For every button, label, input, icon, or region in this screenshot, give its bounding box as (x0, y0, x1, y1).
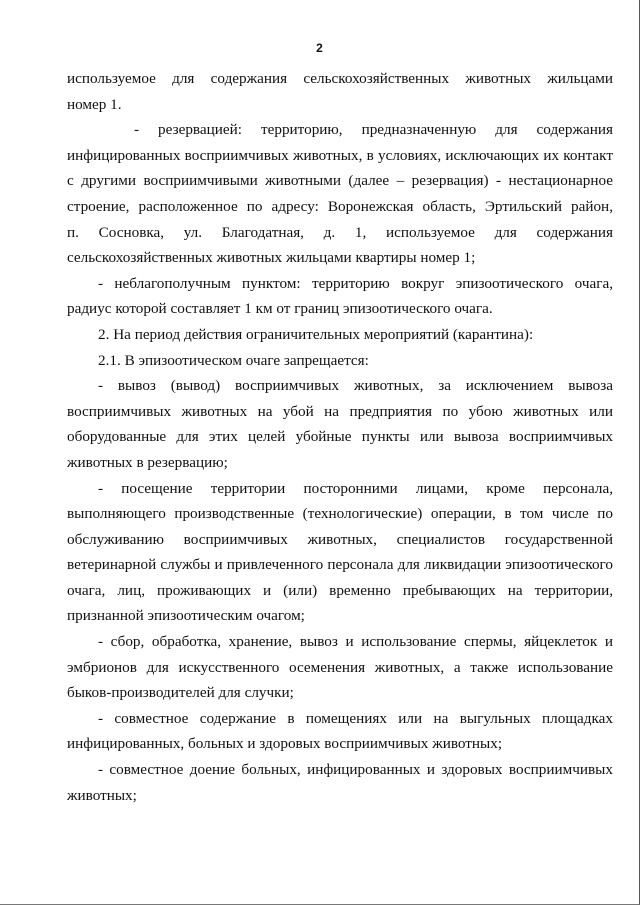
text-line: - посещение территории посторонними лицами, кроме персонала, (98, 479, 613, 497)
text-line: животных; (67, 786, 137, 804)
text-line: инфицированных восприимчивых животных, в условиях, исключающих их контакт (67, 146, 613, 164)
text-line: очага, лиц, проживающих и (или) временно пребывающих на территории, (67, 581, 613, 599)
text-line: 2.1. В эпизоотическом очаге запрещается: (98, 351, 369, 369)
text-line: - резервацией: территорию, предназначенную для содержания (134, 121, 613, 139)
text-line: - совместное доение больных, инфицированных и здоровых восприимчивых (98, 761, 613, 779)
text-line: обслуживанию восприимчивых животных, специалистов государственной (67, 530, 613, 548)
text-line: радиус которой составляет 1 км от границ эпизоотического очага. (67, 300, 493, 318)
text-line: восприимчивых животных на убой на предприятия по убою животных или (67, 402, 613, 420)
text-line: используемое для содержания сельскохозяйственных животных жильцами (67, 70, 613, 87)
text-line: оборудованные для этих целей убойные пункты или вывоза восприимчивых (67, 428, 613, 446)
text-line: с другими восприимчивыми животными (далее – резервация) - нестационарное (67, 172, 613, 190)
text-line: животных в резервацию; (67, 453, 228, 471)
text-line: - неблагополучным пунктом: территорию вокруг эпизоотического очага, (98, 274, 613, 292)
text-line: строение, расположенное по адресу: Воронежская область, Эртильский район, (67, 197, 613, 215)
document-body (67, 66, 613, 808)
text-line: номер 1. (67, 95, 122, 113)
text-line: инфицированных, больных и здоровых восприимчивых животных; (67, 735, 503, 753)
page-number: 2 (316, 41, 323, 55)
text-line: признанной эпизоотическим очагом; (67, 607, 305, 625)
text-line: быков-производителей для случки; (67, 684, 294, 702)
text-line: 2. На период действия ограничительных мероприятий (карантина): (98, 325, 534, 343)
text-line: - вывоз (вывод) восприимчивых животных, за исключением вывоза (98, 377, 613, 395)
text-line: - совместное содержание в помещениях или на выгульных площадках (98, 709, 613, 727)
text-line: ветеринарной службы и привлеченного персонала для ликвидации эпизоотического (67, 556, 613, 574)
text-line: выполняющего производственные (технологические) операции, в том числе по (67, 505, 613, 523)
text-line: п. Сосновка, ул. Благодатная, д. 1, используемое для содержания (67, 223, 613, 241)
text-line: сельскохозяйственных животных жильцами квартиры номер 1; (67, 249, 476, 267)
text-line: - сбор, обработка, хранение, вывоз и использование спермы, яйцеклеток и (98, 633, 613, 651)
text-line: эмбрионов для искусственного осеменения животных, а также использование (67, 658, 613, 676)
